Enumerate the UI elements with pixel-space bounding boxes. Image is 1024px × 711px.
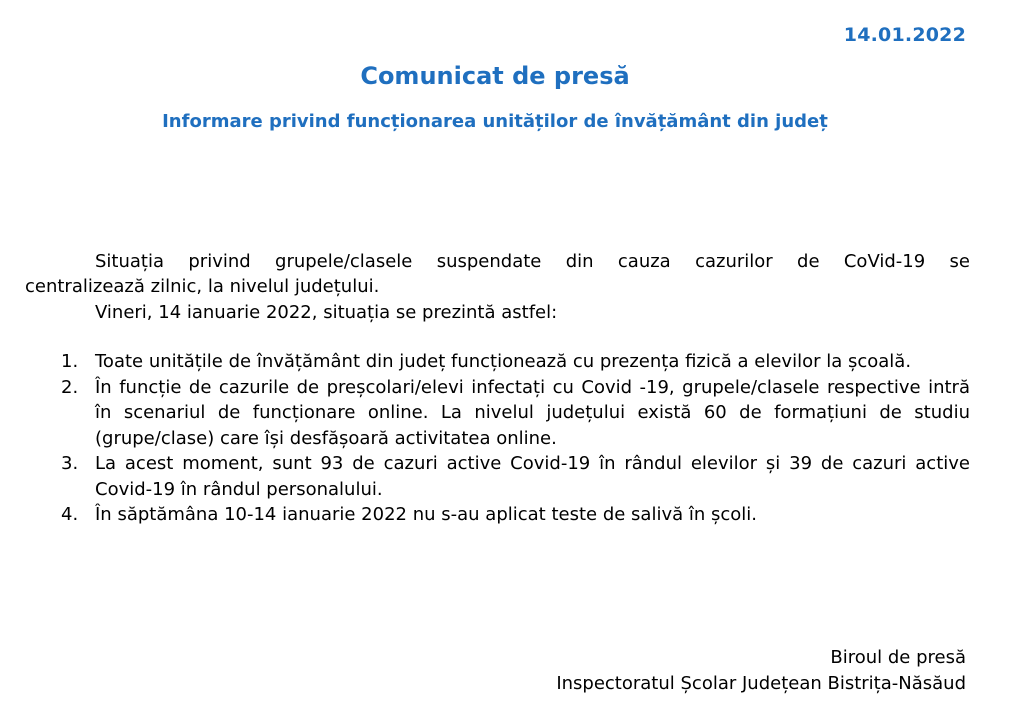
list-item-number: 4. xyxy=(61,504,79,525)
intro-paragraph-line1: Situația privind grupele/clasele suspendate din cauza cazurilor de CoVid-19 se xyxy=(95,251,970,272)
list-item-number: 1. xyxy=(61,351,79,372)
list-item-text: La acest moment, sunt 93 de cazuri active Covid-19 în rândul elevilor și 39 de cazuri active Covid-19 în rândul personalului. xyxy=(95,453,970,500)
situation-list xyxy=(25,349,970,528)
signature-office: Biroul de presă xyxy=(830,647,966,668)
page-title: Comunicat de presă xyxy=(360,62,630,90)
list-item xyxy=(25,349,970,375)
intro-paragraph xyxy=(25,249,970,299)
list-item-text: În săptămâna 10-14 ianuarie 2022 nu s-au aplicat teste de salivă în școli. xyxy=(95,504,757,525)
situation-paragraph: Vineri, 14 ianuarie 2022, situația se prezintă astfel: xyxy=(95,302,558,323)
list-item xyxy=(25,502,970,528)
signature-block xyxy=(556,645,966,697)
intro-paragraph-line2: centralizează zilnic, la nivelul județului. xyxy=(25,276,380,297)
signature-institution: Inspectoratul Școlar Județean Bistrița-Năsăud xyxy=(556,673,966,694)
page-subtitle: Informare privind funcționarea unităților de învățământ din județ xyxy=(162,111,828,132)
list-item xyxy=(25,375,970,452)
list-item-text: Toate unitățile de învățământ din județ funcționează cu prezența fizică a elevilor la școală. xyxy=(95,351,912,372)
list-item-number: 3. xyxy=(61,453,79,474)
list-item-number: 2. xyxy=(61,376,79,398)
press-release-date: 14.01.2022 xyxy=(843,24,966,46)
list-item xyxy=(25,451,970,502)
list-item-text: În funcție de cazurile de preșcolari/elevi infectați cu Covid -19, grupele/clasele respective intră în scenariul de funcționare online. La nivelul județului există 60 de formațiuni de studiu (grupe/clase) care își desfășoară activitatea online. xyxy=(95,376,970,449)
